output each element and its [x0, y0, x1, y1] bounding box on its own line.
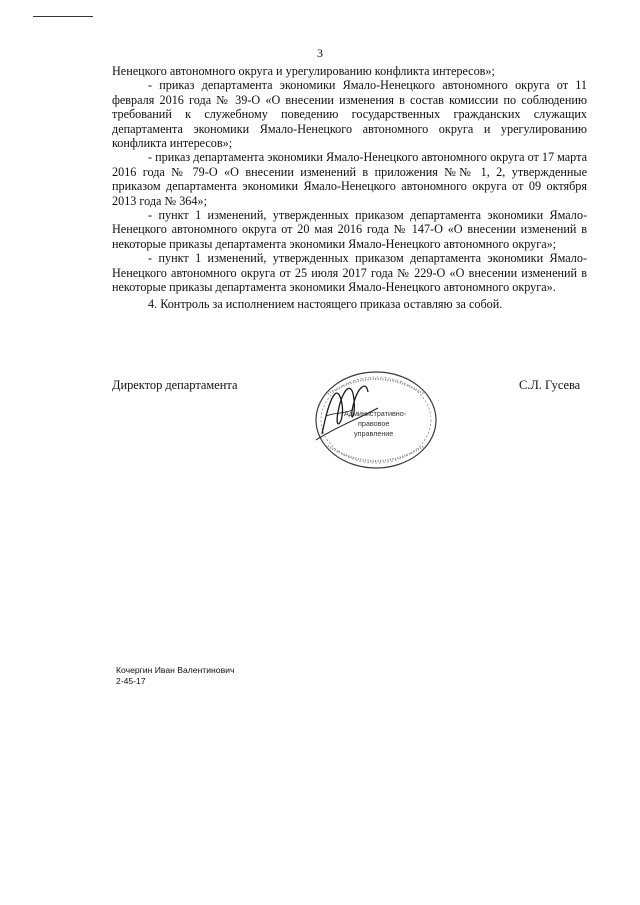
- list-item: - приказ департамента экономики Ямало-Ненецкого автономного округа от 11 февраля 2016 года № 39-О «О внесении изменения в состав комиссии по соблюдению требований к служебному поведению государственных гражданских служащих департамента экономики Ямало-Ненецкого автономного округа и урегулированию конфликта интересов»;: [112, 78, 587, 151]
- svg-text:Административно-: Административно-: [344, 409, 407, 418]
- official-stamp: [308, 364, 440, 472]
- executor-name: Кочергин Иван Валентинович: [116, 665, 235, 675]
- paragraph-continuation: Ненецкого автономного округа и урегулированию конфликта интересов»;: [112, 64, 495, 78]
- page-number: 3: [317, 46, 323, 60]
- control-clause: 4. Контроль за исполнением настоящего приказа оставляю за собой.: [148, 296, 503, 311]
- signer-name: С.Л. Гусева: [519, 378, 581, 392]
- list-item: - пункт 1 изменений, утвержденных приказом департамента экономики Ямало-Ненецкого автономного округа от 20 мая 2016 года № 147-О «О внесении изменений в некоторые приказы департамента экономики Ямало-Ненецкого автономного округа»;: [112, 208, 587, 251]
- signer-title: Директор департамента: [112, 378, 238, 392]
- executor-phone: 2-45-17: [116, 676, 146, 686]
- list-item: - приказ департамента экономики Ямало-Ненецкого автономного округа от 17 марта 2016 года № 79-О «О внесении изменений в приложения №№ 1, 2, утвержденные приказом департамента экономики Ямало-Ненецкого автономного округа от 09 октября 2013 года № 364»;: [112, 150, 587, 208]
- header-rule: [33, 16, 93, 17]
- document-body: [112, 64, 587, 311]
- svg-text:управление: управление: [354, 429, 394, 438]
- svg-text:правовое: правовое: [358, 419, 390, 428]
- executor-block: [116, 665, 234, 687]
- list-item: - пункт 1 изменений, утвержденных приказом департамента экономики Ямало-Ненецкого автономного округа от 25 июля 2017 года № 229-О «О внесении изменений в некоторые приказы департамента экономики Ямало-Ненецкого автономного округа».: [112, 251, 587, 295]
